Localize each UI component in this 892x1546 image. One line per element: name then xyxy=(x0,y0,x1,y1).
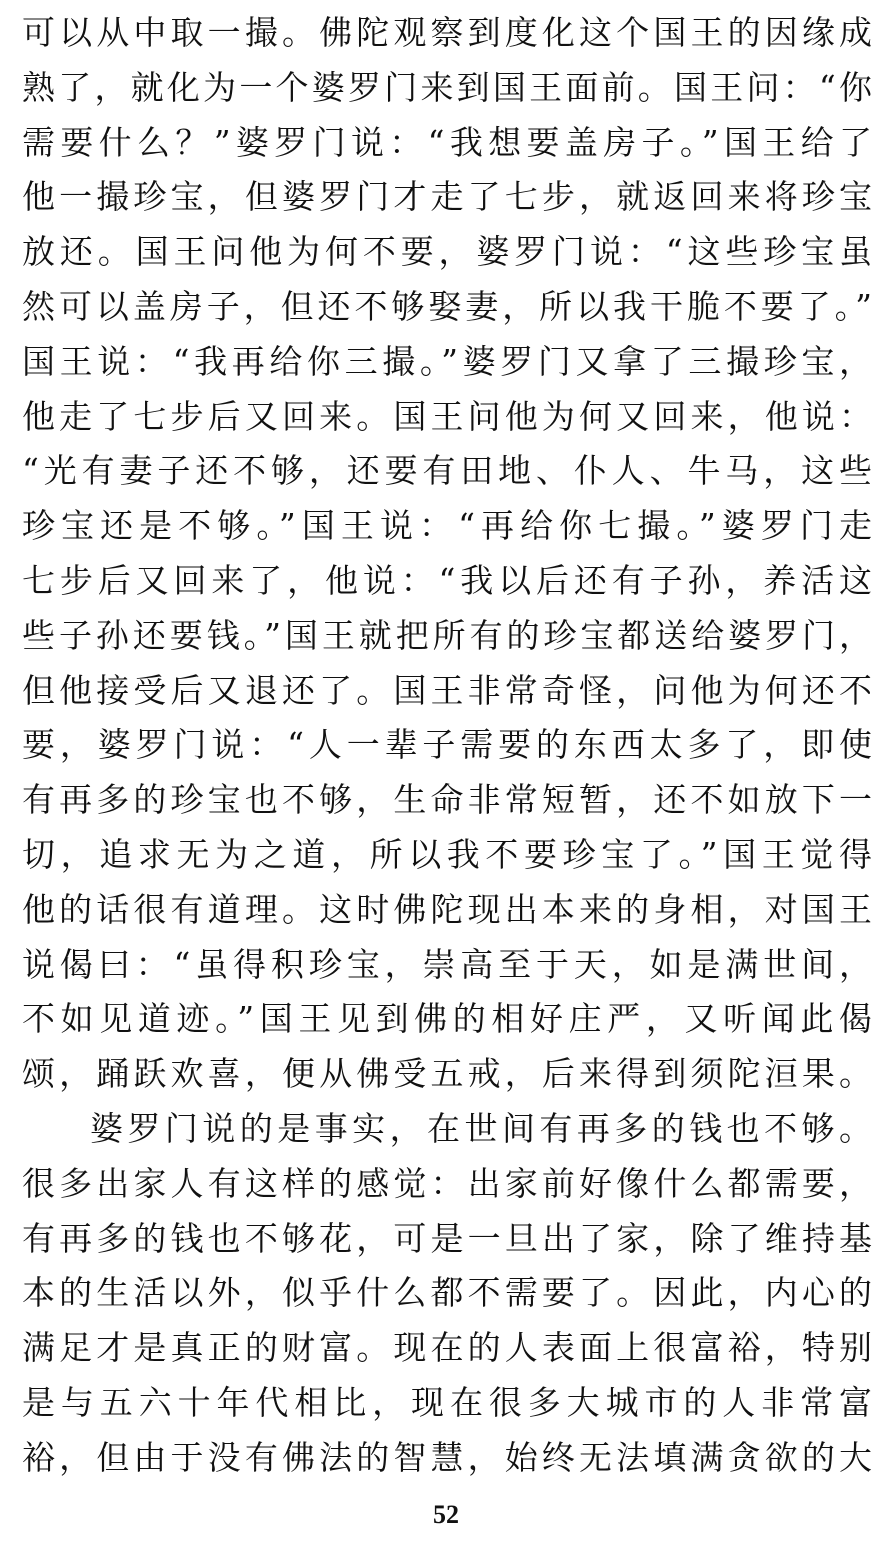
text-line: 他走了七步后又回来。国王问他为何又回来，他说： xyxy=(22,396,872,436)
paragraph-start-line: 婆罗门说的是事实，在世间有再多的钱也不够。 xyxy=(90,1108,872,1148)
text-line: 满足才是真正的财富。现在的人表面上很富裕，特别 xyxy=(22,1328,872,1368)
text-line: 本的生活以外，似乎什么都不需要了。因此，内心的 xyxy=(22,1273,872,1313)
text-line: 国王说：“我再给你三撮。”婆罗门又拿了三撮珍宝， xyxy=(22,341,872,381)
text-line: 他一撮珍宝，但婆罗门才走了七步，就返回来将珍宝 xyxy=(22,177,872,217)
text-line: “光有妻子还不够，还要有田地、仆人、牛马，这些 xyxy=(22,451,872,491)
body-text xyxy=(22,6,872,1486)
text-line: 裕，但由于没有佛法的智慧，始终无法填满贪欲的大 xyxy=(22,1437,872,1477)
text-line: 些子孙还要钱。”国王就把所有的珍宝都送给婆罗门， xyxy=(22,615,872,655)
page-number: 52 xyxy=(433,1500,459,1529)
text-line: 是与五六十年代相比，现在很多大城市的人非常富 xyxy=(22,1382,872,1422)
text-line: 说偈曰：“虽得积珍宝，崇高至于天，如是满世间， xyxy=(22,944,872,984)
text-line: 然可以盖房子，但还不够娶妻，所以我干脆不要了。” xyxy=(22,286,872,326)
text-line: 熟了，就化为一个婆罗门来到国王面前。国王问：“你 xyxy=(22,67,872,107)
text-line: 可以从中取一撮。佛陀观察到度化这个国王的因缘成 xyxy=(22,13,872,52)
text-line: 放还。国王问他为何不要，婆罗门说：“这些珍宝虽 xyxy=(22,232,872,272)
text-line: 七步后又回来了，他说：“我以后还有子孙，养活这 xyxy=(22,560,872,600)
text-line: 有再多的珍宝也不够，生命非常短暂，还不如放下一 xyxy=(22,780,872,820)
text-line: 但他接受后又退还了。国王非常奇怪，问他为何还不 xyxy=(22,670,872,710)
text-line: 不如见道迹。”国王见到佛的相好庄严，又听闻此偈 xyxy=(22,999,872,1039)
text-line: 珍宝还是不够。”国王说：“再给你七撮。”婆罗门走 xyxy=(22,506,872,546)
text-line: 颂，踊跃欢喜，便从佛受五戒，后来得到须陀洹果。 xyxy=(22,1054,872,1094)
text-line: 需要什么？”婆罗门说：“我想要盖房子。”国王给了 xyxy=(22,122,872,162)
text-line: 要，婆罗门说：“人一辈子需要的东西太多了，即使 xyxy=(22,725,872,765)
text-line: 他的话很有道理。这时佛陀现出本来的身相，对国王 xyxy=(22,889,872,929)
text-line: 切，追求无为之道，所以我不要珍宝了。”国王觉得 xyxy=(22,834,872,874)
text-line: 很多出家人有这样的感觉：出家前好像什么都需要， xyxy=(22,1163,872,1203)
text-line: 有再多的钱也不够花，可是一旦出了家，除了维持基 xyxy=(22,1218,872,1258)
